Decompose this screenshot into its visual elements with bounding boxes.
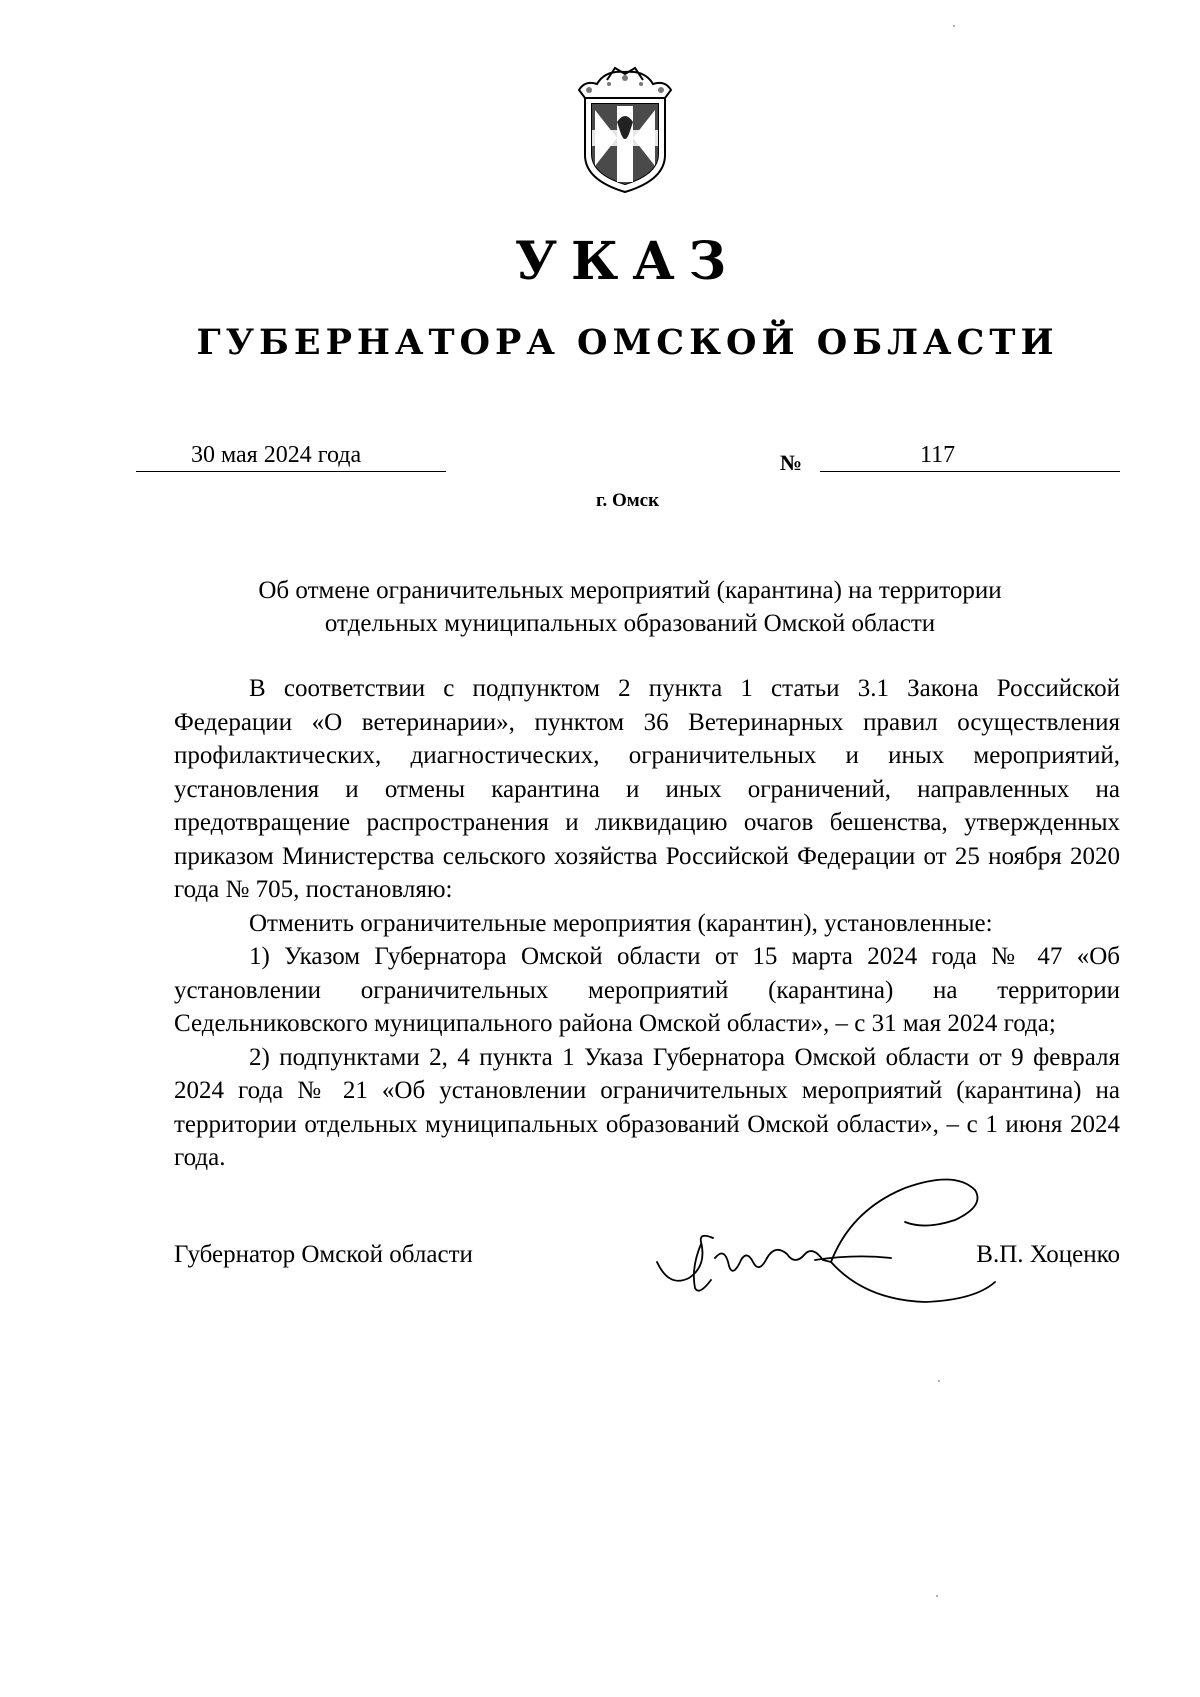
subject-line-1: Об отмене ограничительных мероприятий (карантина) на территории <box>258 577 1002 604</box>
scan-speck <box>936 1595 938 1597</box>
signer-name: В.П. Хоценко <box>976 1241 1120 1268</box>
document-subject <box>180 574 1080 640</box>
coat-of-arms-icon <box>565 60 685 200</box>
paragraph-preamble: В соответствии с подпунктом 2 пункта 1 статьи 3.1 Закона Российской Федерации «О ветеринарии», пунктом 36 Ветеринарных правил осуществления профилактических, диагностических, ограничительных и иных мероприятий, установления и отмены карантина и иных ограничений, направленных на предотвращение распространения и ликвидацию очагов бешенства, утвержденных приказом Министерства сельского хозяйства Российской Федерации от 25 ноября 2020 года № 705, постановляю: <box>174 675 1120 903</box>
paragraph-item-1: 1) Указом Губернатора Омской области от 15 марта 2024 года № 47 «Об установлении ограничительных мероприятий (карантина) на территории Седельниковского муниципального района Омской области», – с 31 мая 2024 года; <box>174 943 1120 1037</box>
document-city: г. Омск <box>595 490 660 511</box>
scan-speck <box>938 1380 940 1382</box>
scan-speck <box>953 25 955 27</box>
date-underline <box>136 471 446 472</box>
document-title: УКАЗ <box>514 231 741 292</box>
handwritten-signature <box>655 1150 1045 1310</box>
paragraph-decision: Отменить ограничительные мероприятия (карантин), установленные: <box>249 909 993 937</box>
signature-block <box>174 1238 1120 1278</box>
document-body <box>174 672 1120 1175</box>
number-value: 117 <box>920 442 956 468</box>
paragraph-item-2: 2) подпунктами 2, 4 пункта 1 Указа Губернатора Омской области от 9 февраля 2024 года № 21 «Об установлении ограничительных мероприятий (карантина) на территории отдельных муниципальных образований Омской области», – с 1 июня 2024 года. <box>174 1043 1120 1171</box>
subject-line-2: отдельных муниципальных образований Омской области <box>324 610 936 637</box>
number-sign: № <box>780 450 803 475</box>
date-value: 30 мая 2024 года <box>191 442 362 468</box>
number-underline <box>820 471 1120 472</box>
document-subtitle: ГУБЕРНАТОРА ОМСКОЙ ОБЛАСТИ <box>196 322 1059 363</box>
signer-role: Губернатор Омской области <box>174 1241 473 1268</box>
